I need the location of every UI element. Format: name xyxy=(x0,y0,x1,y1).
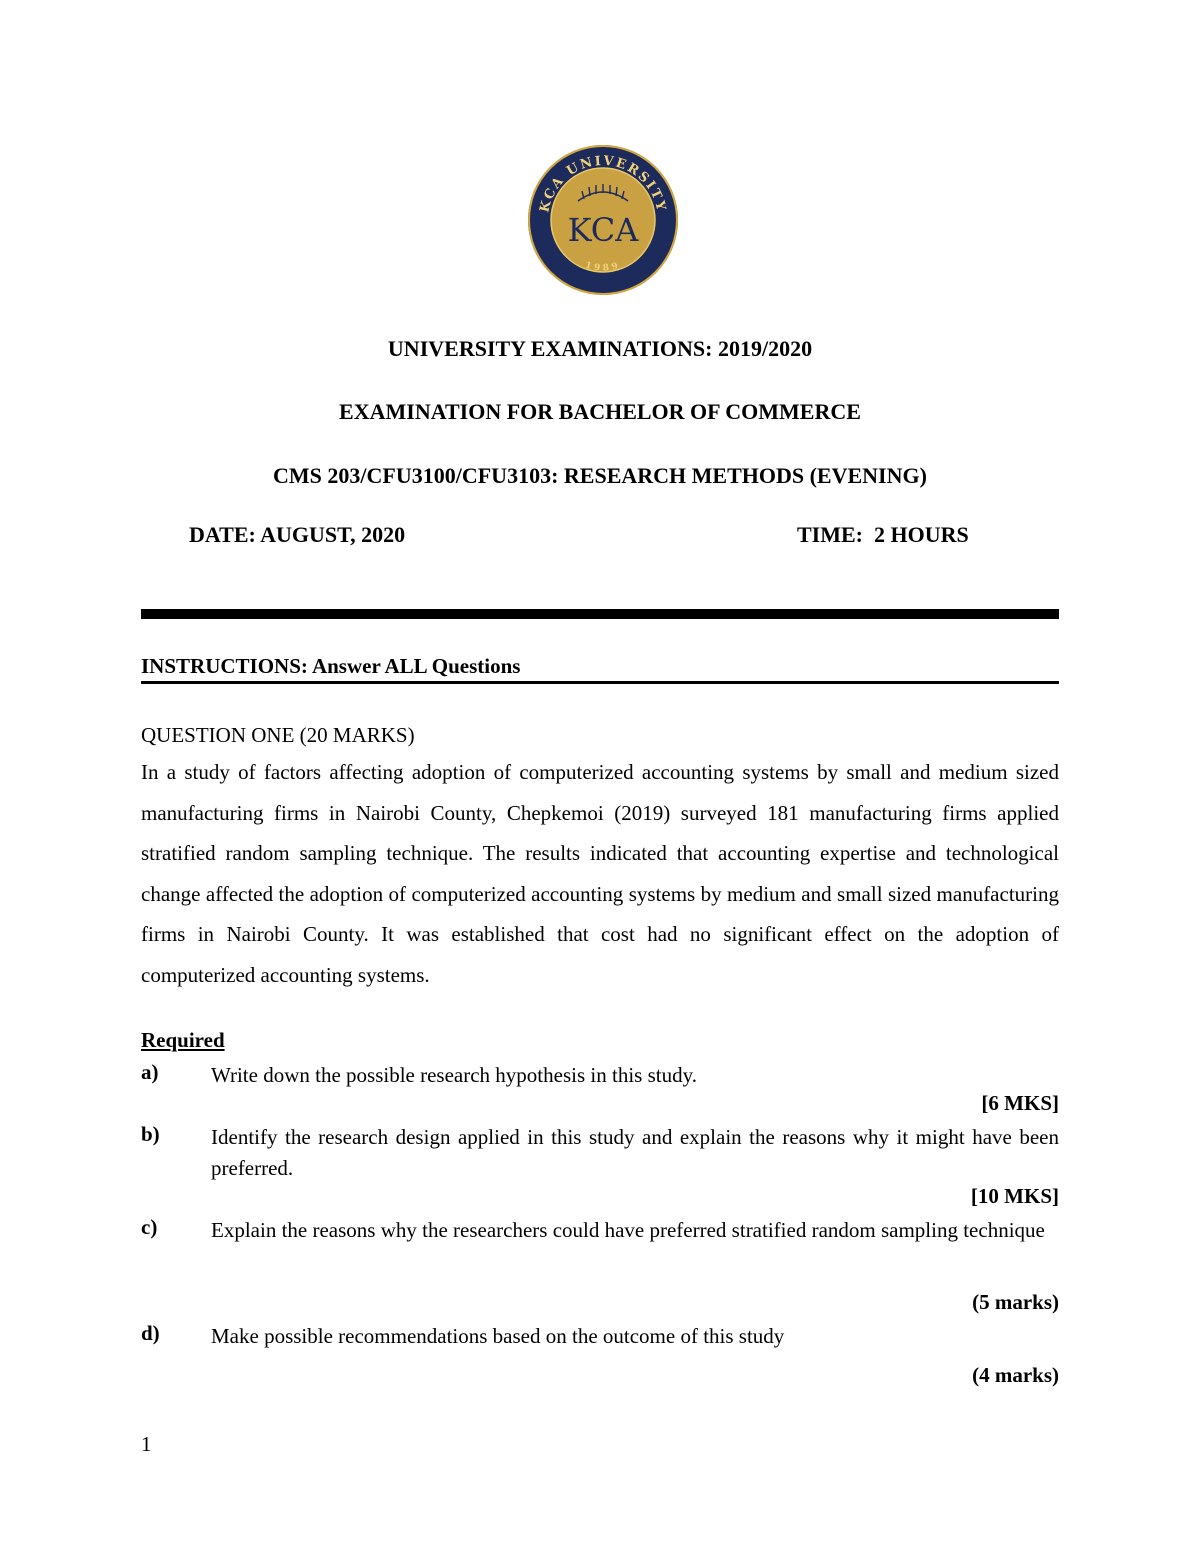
header-divider xyxy=(141,609,1059,619)
exam-year-heading: UNIVERSITY EXAMINATIONS: 2019/2020 xyxy=(387,336,813,361)
item-d-marks: (4 marks) xyxy=(972,1363,1059,1387)
instructions-divider xyxy=(141,681,1059,684)
item-letter: a) xyxy=(141,1060,159,1084)
item-text: Write down the possible research hypothesis in this study. xyxy=(211,1063,697,1087)
kca-seal-icon xyxy=(526,143,680,297)
exam-time: TIME: 2 HOURS xyxy=(797,522,969,547)
exam-date: DATE: AUGUST, 2020 xyxy=(189,522,406,547)
question-one-body: In a study of factors affecting adoption of computerized accounting systems by small and medium sized manufacturing firms in Nairobi County, Chepkemoi (2019) surveyed 181 manufacturing firms applied stratified random sampling technique. The results indicated that accounting expertise and technological change affected the adoption of computerized accounting systems by medium and small sized manufacturing firms in Nairobi County. It was established that cost had no significant effect on the adoption of computerized accounting systems. xyxy=(141,760,1059,987)
instructions: INSTRUCTIONS: Answer ALL Questions xyxy=(141,654,521,678)
item-text: Make possible recommendations based on the outcome of this study xyxy=(211,1324,785,1348)
program-heading: EXAMINATION FOR BACHELOR OF COMMERCE xyxy=(339,399,861,424)
item-text: Explain the reasons why the researchers could have preferred stratified random sampling technique xyxy=(211,1218,1045,1242)
item-b-marks: [10 MKS] xyxy=(970,1184,1059,1208)
university-logo xyxy=(526,143,680,297)
item-letter: b) xyxy=(141,1122,160,1146)
item-letter: c) xyxy=(141,1215,158,1239)
logo-arc-text: KCA UNIVERSITY xyxy=(537,153,669,214)
required-label: Required xyxy=(141,1028,225,1052)
item-a-marks: [6 MKS] xyxy=(981,1091,1059,1115)
item-text: Identify the research design applied in this study and explain the reasons why it might have been preferred. xyxy=(211,1125,1059,1180)
logo-year: 1989 xyxy=(583,260,623,274)
logo-monogram: KCA xyxy=(567,211,639,249)
question-one-title: QUESTION ONE (20 MARKS) xyxy=(141,723,415,747)
course-heading: CMS 203/CFU3100/CFU3103: RESEARCH METHODS (EVENING) xyxy=(273,463,927,488)
item-c-marks: (5 marks) xyxy=(972,1290,1059,1314)
page-number: 1 xyxy=(141,1432,152,1456)
item-letter: d) xyxy=(141,1321,160,1345)
